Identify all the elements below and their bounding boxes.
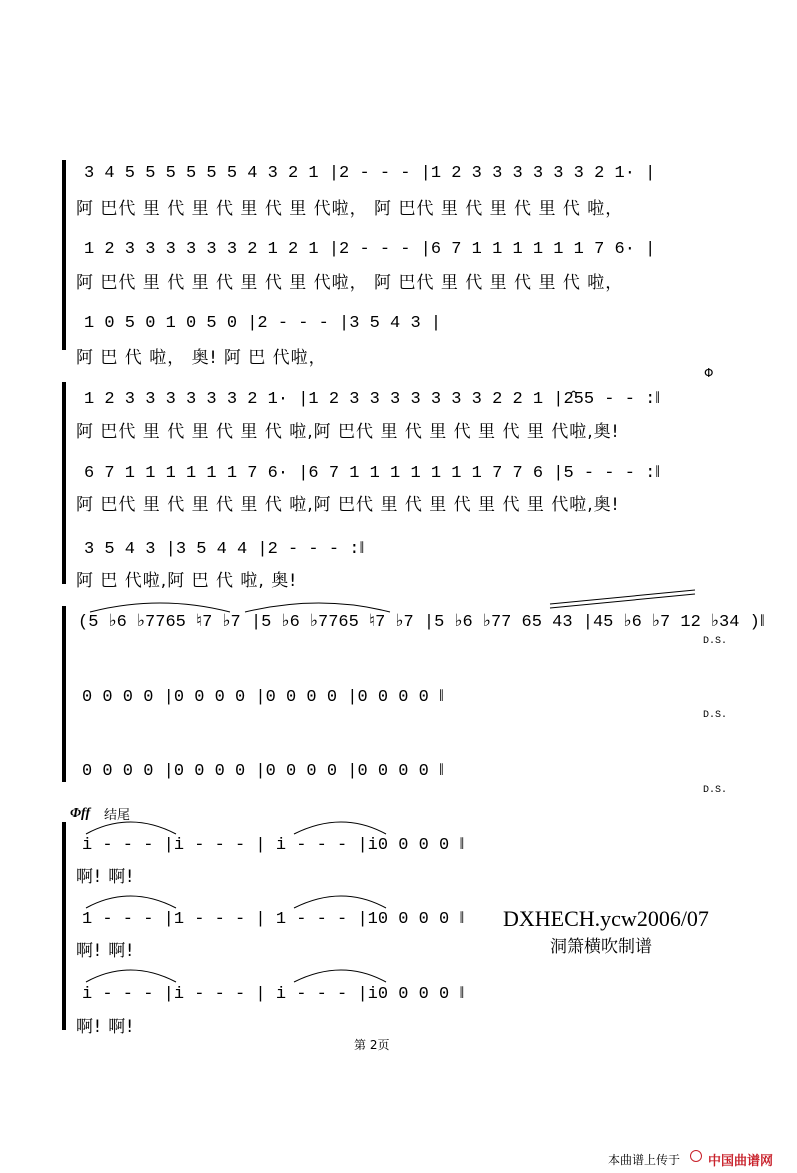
score-notes-line: i - - - |i - - - | i - - - |i0 0 0 0 ‖: [82, 836, 465, 855]
score-notes-line: 1 - - - |1 - - - | 1 - - - |10 0 0 0 ‖: [82, 910, 465, 929]
lyrics-line: 啊! 啊!: [76, 941, 135, 961]
ending-label: 结尾: [104, 808, 131, 823]
system-bracket: [62, 382, 66, 584]
credit-line: DXHECH.ycw2006/07: [503, 906, 709, 931]
lyrics-line: 阿 巴 代啦,阿 巴 代 啦, 奥!: [76, 571, 298, 591]
page-number: 第 2页: [354, 1038, 390, 1052]
lyrics-line: 阿 巴代 里 代 里 代 里 代 啦,阿 巴代 里 代 里 代 里 代 里 代啦,奥!: [76, 422, 620, 442]
footer-text: 本曲谱上传于: [608, 1153, 681, 1167]
lyrics-line: 阿 巴 代 啦， 奥! 阿 巴 代啦，: [76, 348, 327, 368]
score-notes-line: (5 ♭6 ♭7765 ♮7 ♭7 |5 ♭6 ♭7765 ♮7 ♭7 |5 ♭6 ♭77 65 43 |45 ♭6 ♭7 12 ♭34 )‖: [78, 613, 765, 632]
dal-segno-mark: D.S.: [703, 710, 728, 721]
system-bracket: [62, 822, 66, 1030]
footer-site-name[interactable]: 中国曲谱网: [708, 1154, 774, 1169]
score-notes-line: 0 0 0 0 |0 0 0 0 |0 0 0 0 |0 0 0 0 ‖: [82, 762, 444, 781]
score-notes-line: i - - - |i - - - | i - - - |i0 0 0 0 ‖: [82, 985, 465, 1004]
coda-sign: Φ: [704, 366, 714, 380]
score-notes-line: 3 5 4 3 |3 5 4 4 |2 - - - :‖: [84, 540, 365, 559]
score-notes-line: 1 0 5 0 1 0 5 0 |2 - - - |3 5 4 3 |: [84, 314, 442, 333]
score-notes-line: 3 4 5 5 5 5 5 5 4 3 2 1 |2 - - - |1 2 3 3 3 3 3 3 2 1· |: [84, 164, 656, 183]
lyrics-line: 阿 巴代 里 代 里 代 里 代 啦,阿 巴代 里 代 里 代 里 代 里 代啦,奥!: [76, 495, 620, 515]
slur-lines: [80, 584, 700, 614]
score-notes-line: 0 0 0 0 |0 0 0 0 |0 0 0 0 |0 0 0 0 ‖: [82, 688, 444, 707]
score-notes-line: 1 2 3 3 3 3 3 3 2 1 2 1 |2 - - - |6 7 1 1 1 1 1 1 7 6· |: [84, 240, 656, 259]
coda-dynamic-mark: Φff: [70, 806, 91, 821]
site-logo-icon: [690, 1150, 702, 1162]
credit-arranger: 洞箫横吹制谱: [550, 937, 652, 957]
dal-segno-mark: D.S.: [703, 785, 728, 796]
system-bracket: [62, 160, 66, 350]
lyrics-line: 阿 巴代 里 代 里 代 里 代 里 代啦， 阿 巴代 里 代 里 代 里 代 啦，: [76, 273, 624, 293]
lyrics-line: 阿 巴代 里 代 里 代 里 代 里 代啦， 阿 巴代 里 代 里 代 里 代 啦，: [76, 199, 624, 219]
score-notes-line: 1 2 3 3 3 3 3 3 2 1· |1 2 3 3 3 3 3 3 3 2 2 1 |2̂55 - - :‖: [84, 390, 661, 409]
score-notes-line: 6 7 1 1 1 1 1 1 7 6· |6 7 1 1 1 1 1 1 1 7 7 6 |5 - - - :‖: [84, 464, 661, 483]
system-bracket: [62, 606, 66, 782]
lyrics-line: 啊! 啊!: [76, 867, 135, 887]
dal-segno-mark: D.S.: [703, 636, 728, 647]
lyrics-line: 啊! 啊!: [76, 1017, 135, 1037]
